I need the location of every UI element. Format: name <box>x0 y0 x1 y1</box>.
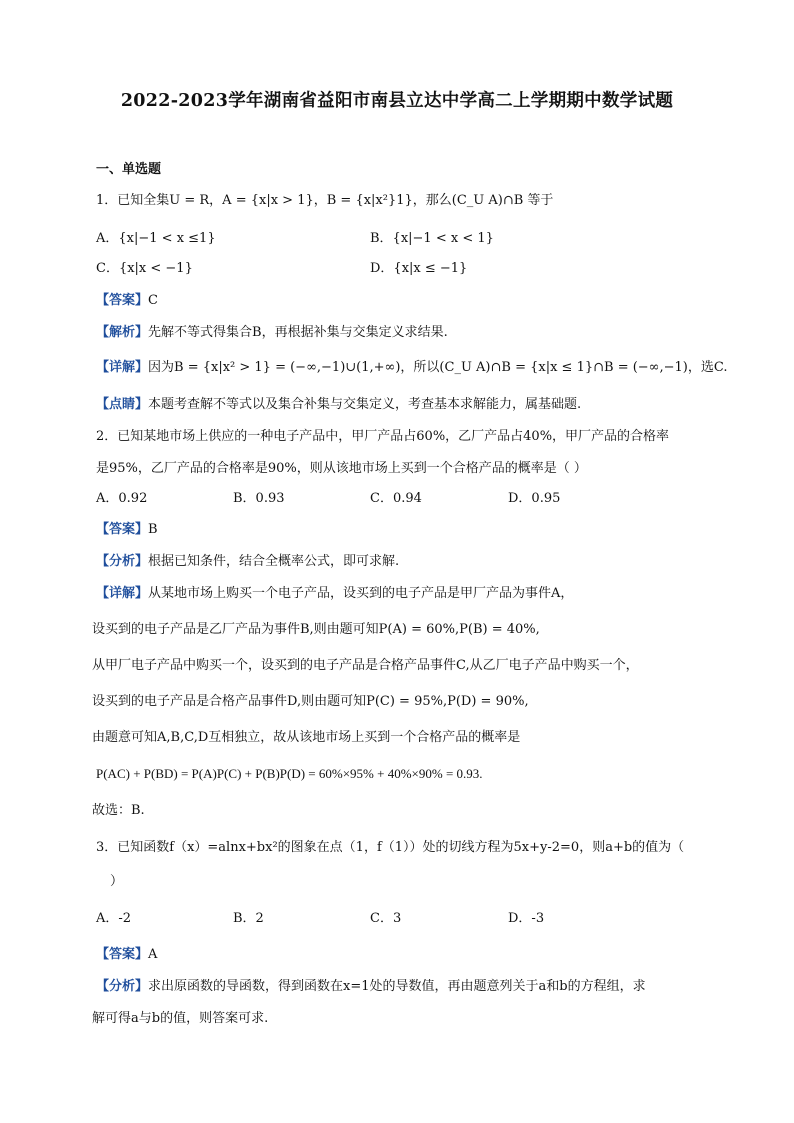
q3-option-b: B．2 <box>233 911 264 926</box>
detail-tag: 【详解】 <box>96 360 149 375</box>
q2-option-c: C．0.94 <box>370 491 422 506</box>
q3-analysis-line2: 解可得a与b的值，则答案可求. <box>92 1011 269 1026</box>
q3-option-c: C．3 <box>370 911 402 926</box>
analysis-tag: 【解析】 <box>96 325 149 340</box>
q1-stem: 1．已知全集U = R，A = {x|x > 1}，B = {x|x²}1}，那么(C_U A)∩B 等于 <box>96 193 554 208</box>
q1-option-c: C．{x|x < −1} <box>96 261 193 276</box>
q1-option-d: D．{x|x ≤ −1} <box>370 261 468 276</box>
q3-analysis-row <box>96 977 646 997</box>
analysis-tag: 【分析】 <box>96 979 149 994</box>
q2-detail-row <box>96 584 573 604</box>
q3-analysis: 求出原函数的导函数，得到函数在x=1处的导数值，再由题意列关于a和b的方程组，求 <box>148 979 646 994</box>
q3-stem-line2: ） <box>110 874 124 889</box>
q2-detail-formula: P(AC) + P(BD) = P(A)P(C) + P(B)P(D) = 60%×95% + 40%×90% = 0.93. <box>96 766 483 781</box>
q2-option-a: A．0.92 <box>96 491 148 506</box>
q1-analysis-row <box>96 323 448 343</box>
q2-option-d: D．0.95 <box>508 491 561 506</box>
q2-detail-line3: 从甲厂电子产品中购买一个，设买到的电子产品是合格产品事件C,从乙厂电子产品中购买一个， <box>92 658 639 673</box>
q1-comment: 本题考查解不等式以及集合补集与交集定义，考查基本求解能力，属基础题. <box>148 397 582 412</box>
q1-option-b: B．{x|−1 < x < 1} <box>370 231 494 246</box>
q2-stem-line1: 2．已知某地市场上供应的一种电子产品中，甲厂产品占60%，乙厂产品占40%，甲厂产品的合格率 <box>96 429 670 444</box>
analysis-tag: 【分析】 <box>96 554 149 569</box>
q2-stem-line2: 是95%，乙厂产品的合格率是90%，则从该地市场上买到一个合格产品的概率是（ ） <box>96 461 587 476</box>
q1-analysis: 先解不等式得集合B，再根据补集与交集定义求结果. <box>148 325 448 340</box>
comment-tag: 【点睛】 <box>96 397 149 412</box>
q2-analysis-row <box>96 552 399 572</box>
q1-option-a: A．{x|−1 < x ≤1} <box>96 231 216 246</box>
q2-detail-line4: 设买到的电子产品是合格产品事件D,则由题可知P(C) = 95%,P(D) = 90%, <box>92 694 529 709</box>
q1-comment-row <box>96 395 581 415</box>
q2-answer-row <box>96 520 158 540</box>
q2-answer: B <box>148 522 158 537</box>
document-title: 2022-2023学年湖南省益阳市南县立达中学高二上学期期中数学试题 <box>120 91 674 111</box>
answer-tag: 【答案】 <box>96 293 149 308</box>
q3-answer-row <box>96 945 157 965</box>
answer-tag: 【答案】 <box>96 947 149 962</box>
q3-stem-line1: 3．已知函数f（x）=alnx+bx²的图象在点（1，f（1））处的切线方程为5x+y-2=0，则a+b的值为（ <box>96 840 685 855</box>
q1-answer-row <box>96 291 158 311</box>
q3-answer: A <box>148 947 158 962</box>
q2-detail-line2: 设买到的电子产品是乙厂产品为事件B,则由题可知P(A) = 60%,P(B) = 40%, <box>92 622 540 637</box>
answer-tag: 【答案】 <box>96 522 149 537</box>
q2-detail: 从某地市场上购买一个电子产品，设买到的电子产品是甲厂产品为事件A， <box>148 586 574 601</box>
q3-option-d: D．-3 <box>508 911 545 926</box>
q2-detail-conclusion: 故选：B. <box>92 803 145 818</box>
q3-option-a: A．-2 <box>96 911 132 926</box>
q1-detail: 因为B = {x|x² > 1} = (−∞,−1)∪(1,+∞)，所以(C_U A)∩B = {x|x ≤ 1}∩B = (−∞,−1)，选C. <box>148 360 728 375</box>
q2-analysis: 根据已知条件，结合全概率公式，即可求解. <box>148 554 400 569</box>
section-heading: 一、单选题 <box>96 162 162 177</box>
q2-option-b: B．0.93 <box>233 491 285 506</box>
q1-answer: C <box>148 293 158 308</box>
q2-detail-line5: 由题意可知A,B,C,D互相独立，故从该地市场上买到一个合格产品的概率是 <box>92 730 521 745</box>
q1-detail-row <box>96 358 728 378</box>
detail-tag: 【详解】 <box>96 586 149 601</box>
